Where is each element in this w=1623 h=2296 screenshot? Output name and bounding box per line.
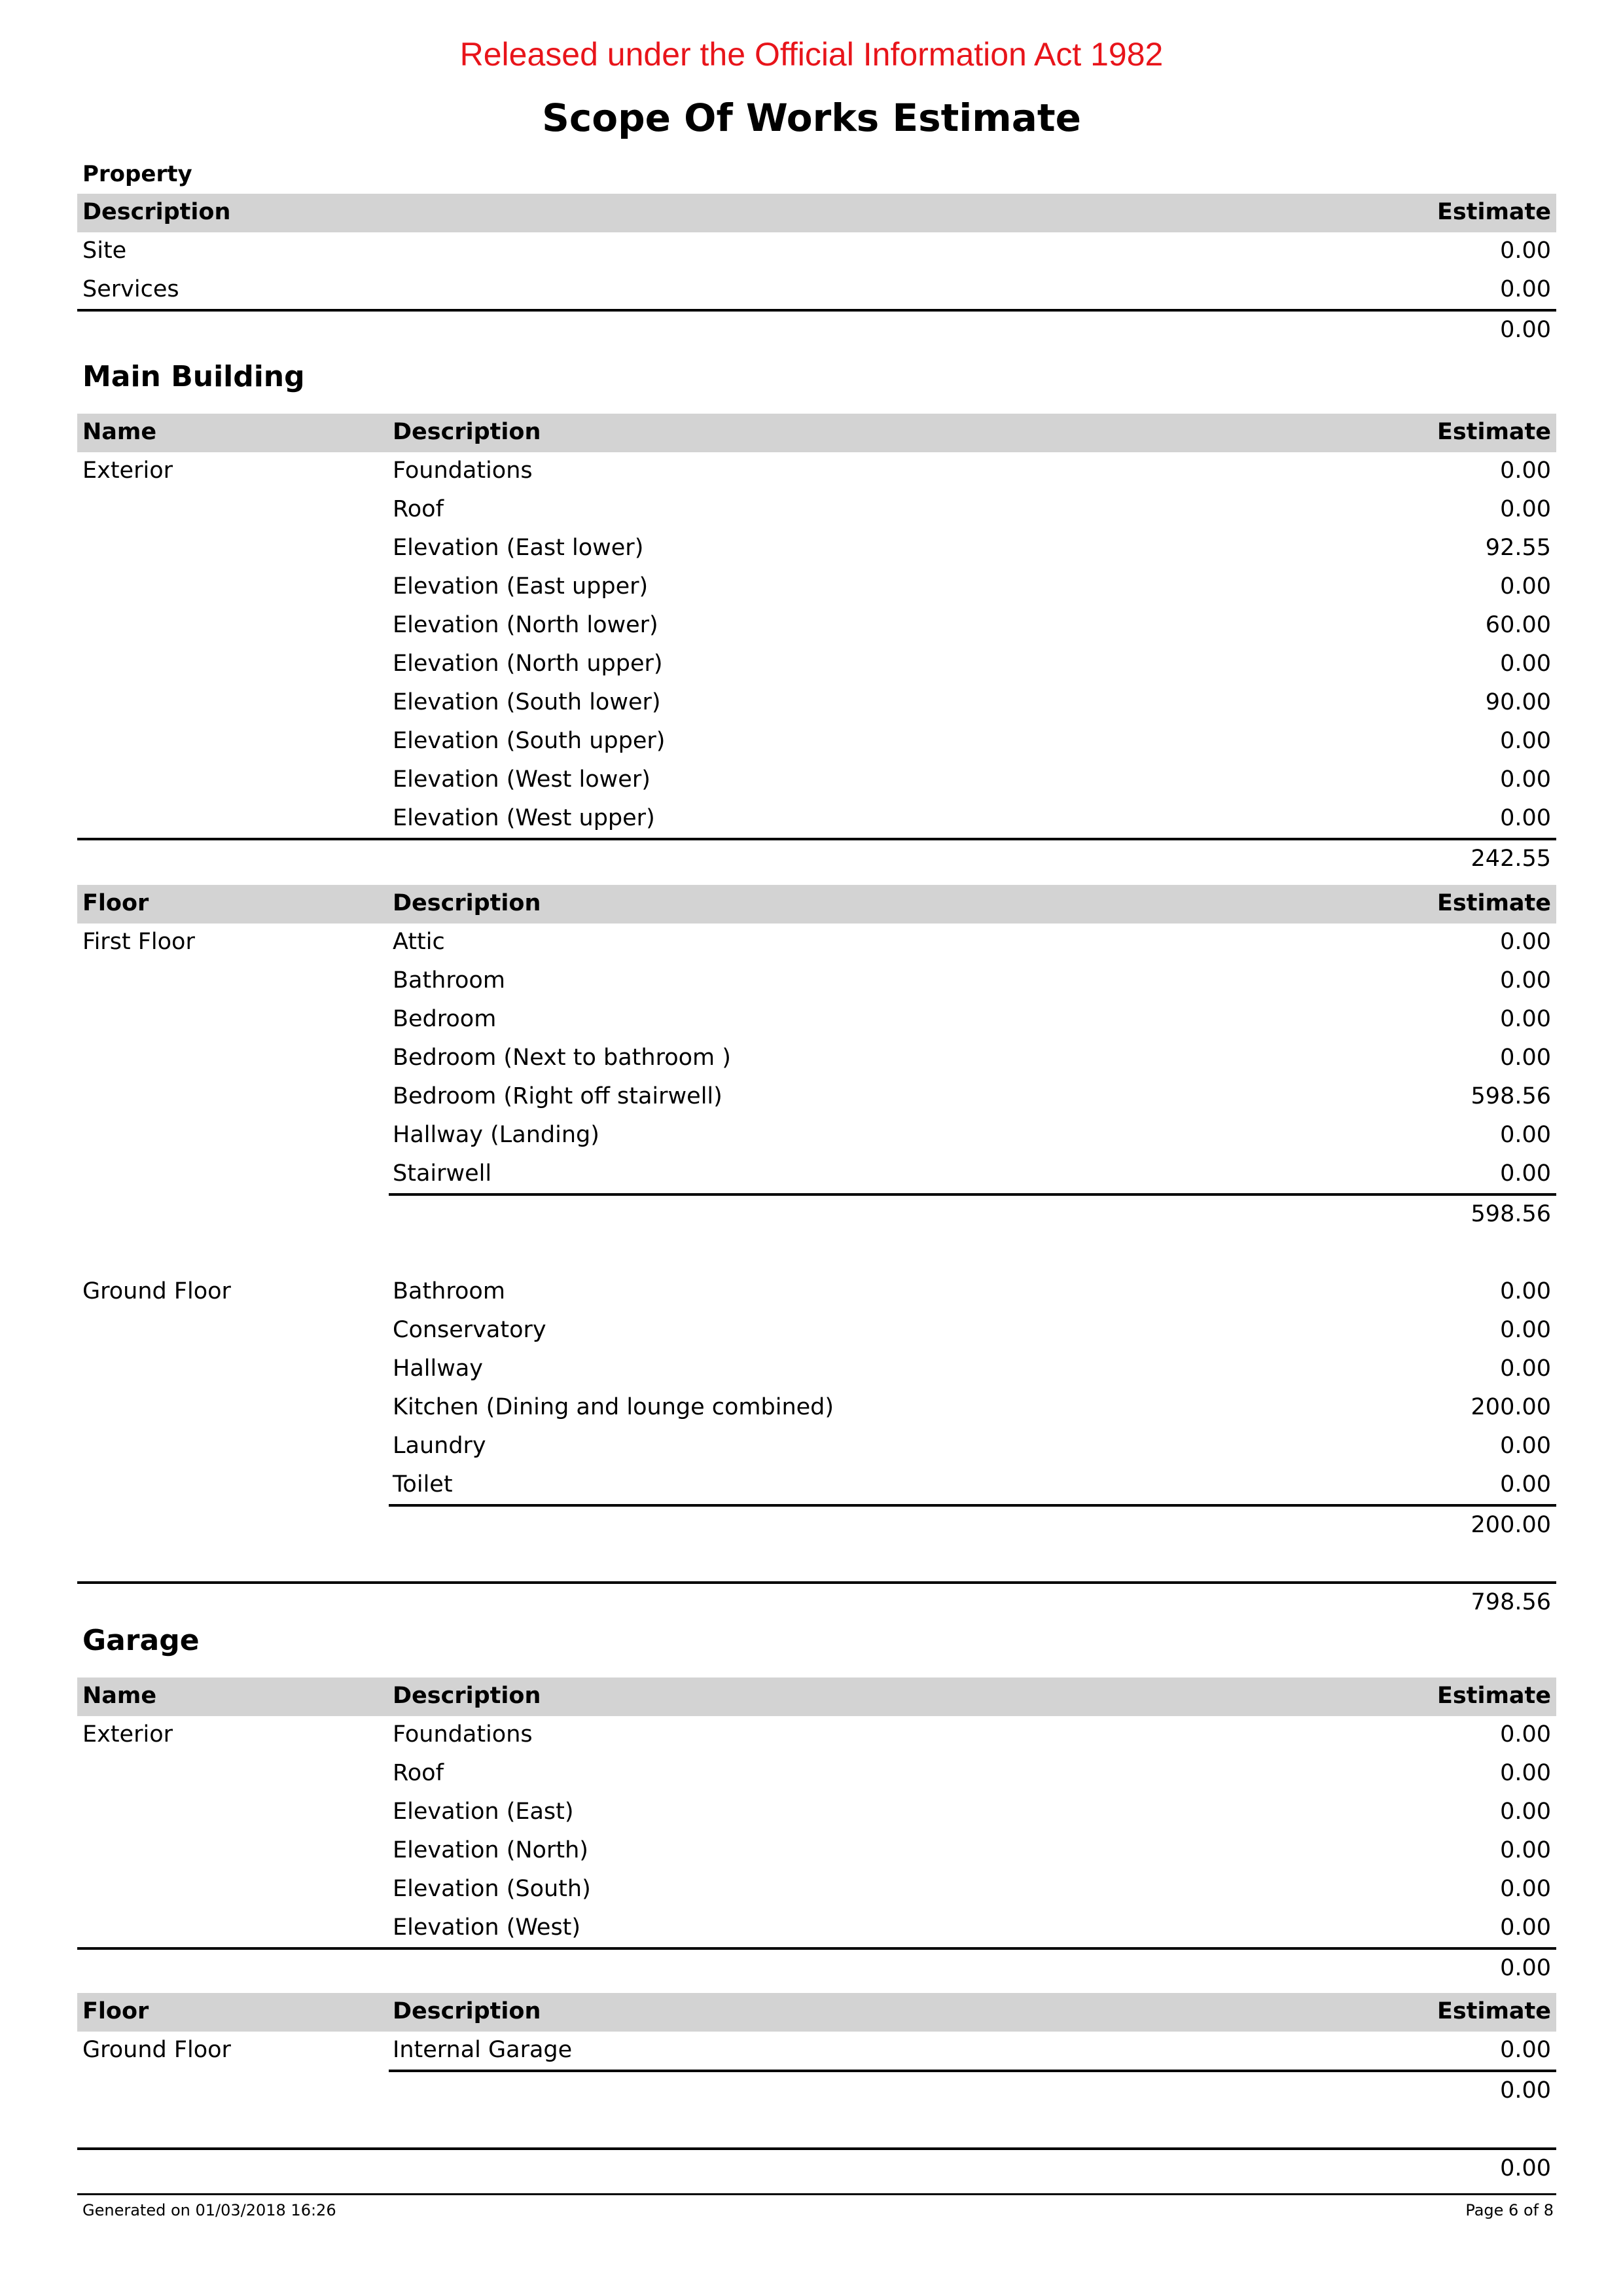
row-estimate: 90.00 xyxy=(1485,689,1551,715)
table-row xyxy=(77,1755,1556,1793)
row-description: Foundations xyxy=(393,1721,533,1748)
table-row xyxy=(77,1832,1556,1871)
page-number: Page 6 of 8 xyxy=(1465,2201,1554,2219)
property-total: 0.00 xyxy=(1500,317,1551,343)
garage-exterior-total: 0.00 xyxy=(1500,1955,1551,1981)
row-description: Kitchen (Dining and lounge combined) xyxy=(393,1394,834,1420)
row-name: Exterior xyxy=(82,457,173,484)
row-description: Roof xyxy=(393,1760,444,1786)
row-estimate: 0.00 xyxy=(1500,573,1551,600)
row-description: Site xyxy=(82,238,127,264)
subtotal-row xyxy=(77,2072,1556,2111)
section-title-main-building: Main Building xyxy=(82,360,305,393)
column-header-name: Name xyxy=(82,419,157,445)
row-floor: Ground Floor xyxy=(82,2037,231,2063)
garage-exterior-table-header xyxy=(77,1677,1556,1716)
row-description: Elevation (North upper) xyxy=(393,651,663,677)
row-description: Stairwell xyxy=(393,1160,492,1187)
row-description: Hallway xyxy=(393,1355,484,1382)
row-description: Elevation (West upper) xyxy=(393,805,655,831)
table-row xyxy=(77,800,1556,838)
row-description: Elevation (South) xyxy=(393,1876,591,1902)
row-estimate: 0.00 xyxy=(1500,1006,1551,1032)
row-description: Bathroom xyxy=(393,967,505,994)
table-row xyxy=(77,1871,1556,1909)
row-estimate: 0.00 xyxy=(1500,1433,1551,1459)
column-header-floor: Floor xyxy=(82,1998,149,2024)
main-floor-table-header xyxy=(77,885,1556,924)
subtotal-row xyxy=(77,840,1556,879)
column-header-description: Description xyxy=(393,419,541,445)
table-row xyxy=(77,1155,1556,1194)
row-estimate: 0.00 xyxy=(1500,1721,1551,1748)
row-estimate: 0.00 xyxy=(1500,651,1551,677)
column-header-description: Description xyxy=(393,890,541,916)
row-estimate: 0.00 xyxy=(1500,1914,1551,1941)
row-description: Conservatory xyxy=(393,1317,546,1343)
property-table-header xyxy=(77,194,1556,232)
column-header-estimate: Estimate xyxy=(1436,890,1551,916)
row-estimate: 0.00 xyxy=(1500,1471,1551,1498)
row-estimate: 0.00 xyxy=(1500,1122,1551,1148)
table-row xyxy=(77,1039,1556,1078)
row-description: Laundry xyxy=(393,1433,486,1459)
ground-floor-total: 200.00 xyxy=(1471,1512,1551,1538)
column-header-name: Name xyxy=(82,1683,157,1709)
table-row xyxy=(77,645,1556,684)
table-row xyxy=(77,2032,1556,2070)
row-floor: First Floor xyxy=(82,929,195,955)
garage-floors-total: 0.00 xyxy=(1500,2155,1551,2181)
subtotal-row xyxy=(77,1507,1556,1545)
column-header-estimate: Estimate xyxy=(1436,419,1551,445)
table-row xyxy=(77,1273,1556,1312)
subtotal-row xyxy=(77,1196,1556,1234)
column-header-estimate: Estimate xyxy=(1436,1998,1551,2024)
row-description: Bedroom (Right off stairwell) xyxy=(393,1083,722,1109)
main-exterior-table-header xyxy=(77,414,1556,452)
table-row xyxy=(77,761,1556,800)
row-estimate: 0.00 xyxy=(1500,1045,1551,1071)
row-estimate: 200.00 xyxy=(1471,1394,1551,1420)
first-floor-total: 598.56 xyxy=(1471,1201,1551,1227)
row-description: Elevation (East lower) xyxy=(393,535,644,561)
row-description: Foundations xyxy=(393,457,533,484)
section-title-garage: Garage xyxy=(82,1624,200,1657)
table-row xyxy=(77,1001,1556,1039)
row-estimate: 92.55 xyxy=(1485,535,1551,561)
row-estimate: 0.00 xyxy=(1500,1799,1551,1825)
page-title: Scope Of Works Estimate xyxy=(542,96,1081,140)
row-estimate: 0.00 xyxy=(1500,1278,1551,1304)
table-row xyxy=(77,684,1556,723)
release-notice: Released under the Official Information Act 1982 xyxy=(459,36,1164,73)
table-row xyxy=(77,1793,1556,1832)
row-floor: Ground Floor xyxy=(82,1278,231,1304)
table-row xyxy=(77,1466,1556,1505)
table-row xyxy=(77,1716,1556,1755)
row-estimate: 0.00 xyxy=(1500,766,1551,793)
row-description: Bathroom xyxy=(393,1278,505,1304)
table-row xyxy=(77,723,1556,761)
garage-floor-table-header xyxy=(77,1993,1556,2032)
row-description: Hallway (Landing) xyxy=(393,1122,599,1148)
table-row xyxy=(77,924,1556,962)
row-estimate: 0.00 xyxy=(1500,728,1551,754)
subtotal-row xyxy=(77,312,1556,350)
row-description: Elevation (East) xyxy=(393,1799,574,1825)
row-estimate: 0.00 xyxy=(1500,238,1551,264)
subtotal-row xyxy=(77,2150,1556,2189)
column-header-description: Description xyxy=(393,1998,541,2024)
row-estimate: 0.00 xyxy=(1500,1760,1551,1786)
row-estimate: 0.00 xyxy=(1500,2037,1551,2063)
row-description: Toilet xyxy=(393,1471,453,1498)
generated-timestamp: Generated on 01/03/2018 16:26 xyxy=(82,2201,336,2219)
row-description: Elevation (North lower) xyxy=(393,612,658,638)
row-estimate: 0.00 xyxy=(1500,1876,1551,1902)
column-header-description: Description xyxy=(82,199,231,225)
row-name: Exterior xyxy=(82,1721,173,1748)
row-estimate: 0.00 xyxy=(1500,496,1551,522)
table-row xyxy=(77,271,1556,310)
column-header-floor: Floor xyxy=(82,890,149,916)
row-estimate: 598.56 xyxy=(1471,1083,1551,1109)
table-row xyxy=(77,232,1556,271)
row-description: Bedroom xyxy=(393,1006,497,1032)
row-estimate: 0.00 xyxy=(1500,457,1551,484)
table-row xyxy=(77,1350,1556,1389)
row-description: Services xyxy=(82,276,179,302)
table-row xyxy=(77,1389,1556,1427)
table-row xyxy=(77,962,1556,1001)
row-description: Elevation (South upper) xyxy=(393,728,666,754)
row-description: Roof xyxy=(393,496,444,522)
table-row xyxy=(77,1117,1556,1155)
table-row xyxy=(77,1427,1556,1466)
subtotal-row xyxy=(77,1950,1556,1988)
footer-divider xyxy=(77,2193,1556,2195)
row-description: Elevation (North) xyxy=(393,1837,588,1863)
row-description: Elevation (East upper) xyxy=(393,573,649,600)
row-estimate: 0.00 xyxy=(1500,1160,1551,1187)
row-estimate: 60.00 xyxy=(1485,612,1551,638)
subtotal-row xyxy=(77,1584,1556,1623)
table-row xyxy=(77,1078,1556,1117)
column-header-description: Description xyxy=(393,1683,541,1709)
row-description: Internal Garage xyxy=(393,2037,573,2063)
table-row xyxy=(77,568,1556,607)
row-description: Elevation (South lower) xyxy=(393,689,661,715)
row-description: Attic xyxy=(393,929,445,955)
main-exterior-total: 242.55 xyxy=(1471,846,1551,872)
table-row xyxy=(77,491,1556,529)
row-estimate: 0.00 xyxy=(1500,1837,1551,1863)
main-floors-total: 798.56 xyxy=(1471,1589,1551,1615)
table-row xyxy=(77,529,1556,568)
row-estimate: 0.00 xyxy=(1500,967,1551,994)
row-estimate: 0.00 xyxy=(1500,805,1551,831)
table-row xyxy=(77,452,1556,491)
garage-ground-floor-total: 0.00 xyxy=(1500,2077,1551,2104)
column-header-estimate: Estimate xyxy=(1436,1683,1551,1709)
row-estimate: 0.00 xyxy=(1500,1355,1551,1382)
column-header-estimate: Estimate xyxy=(1436,199,1551,225)
property-label: Property xyxy=(82,161,192,187)
row-description: Elevation (West lower) xyxy=(393,766,651,793)
table-row xyxy=(77,1312,1556,1350)
row-description: Bedroom (Next to bathroom ) xyxy=(393,1045,731,1071)
table-row xyxy=(77,607,1556,645)
row-estimate: 0.00 xyxy=(1500,1317,1551,1343)
row-estimate: 0.00 xyxy=(1500,929,1551,955)
table-row xyxy=(77,1909,1556,1948)
row-description: Elevation (West) xyxy=(393,1914,581,1941)
row-estimate: 0.00 xyxy=(1500,276,1551,302)
